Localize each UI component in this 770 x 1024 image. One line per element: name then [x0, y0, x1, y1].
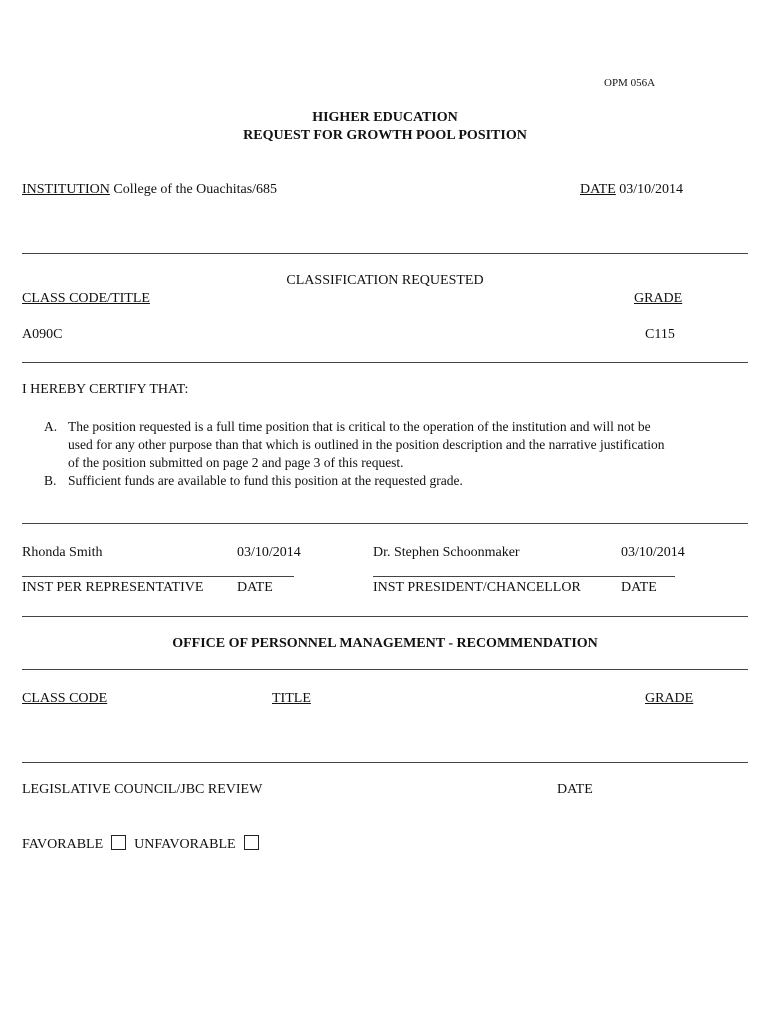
form-id: OPM 056A: [604, 77, 656, 89]
title-line-1: HIGHER EDUCATION: [312, 110, 458, 125]
date-value: 03/10/2014: [619, 182, 684, 197]
institution-row: [22, 182, 277, 198]
president-date: 03/10/2014: [621, 545, 685, 560]
grade-value: C115: [645, 327, 675, 342]
president-name: Dr. Stephen Schoonmaker: [373, 545, 520, 560]
review-options: [22, 835, 267, 853]
certify-item-text: Sufficient funds are available to fund this position at the requested grade.: [68, 473, 463, 488]
class-code-value: A090C: [22, 327, 63, 342]
opm-title-label: TITLE: [272, 691, 311, 706]
institution-label: INSTITUTION: [22, 182, 110, 197]
review-date-label: DATE: [557, 782, 593, 797]
signature-line: [373, 576, 675, 577]
rep-label: INST PER REPRESENTATIVE: [22, 580, 204, 595]
grade-label: GRADE: [634, 291, 683, 306]
divider: [22, 362, 748, 363]
title-line-2: REQUEST FOR GROWTH POOL POSITION: [243, 128, 527, 143]
favorable-checkbox[interactable]: [111, 835, 126, 850]
signature-line: [22, 576, 294, 577]
certify-item-text: of the position submitted on page 2 and page 3 of this request.: [68, 455, 404, 470]
certify-list: [44, 418, 744, 490]
certify-item-text: used for any other purpose than that which is outlined in the position description and the narrative justification: [68, 437, 665, 452]
rep-date-label: DATE: [237, 580, 273, 595]
opm-heading: OFFICE OF PERSONNEL MANAGEMENT - RECOMMENDATION: [172, 636, 598, 651]
divider: [22, 669, 748, 670]
rep-name: Rhonda Smith: [22, 545, 103, 560]
date-label: DATE: [580, 182, 616, 197]
opm-grade-label: GRADE: [645, 691, 694, 706]
unfavorable-checkbox[interactable]: [244, 835, 259, 850]
president-date-label: DATE: [621, 580, 657, 595]
certify-item-a: [44, 418, 744, 472]
certify-item-text: The position requested is a full time position that is critical to the operation of the institution and will not be: [68, 419, 651, 434]
president-label: INST PRESIDENT/CHANCELLOR: [373, 580, 581, 595]
divider: [22, 523, 748, 524]
list-marker: B.: [44, 473, 57, 488]
date-row: [580, 182, 683, 198]
list-marker: A.: [44, 419, 58, 434]
favorable-label: FAVORABLE: [22, 837, 104, 852]
certify-item-b: [44, 472, 744, 490]
divider: [22, 616, 748, 617]
class-code-title-label: CLASS CODE/TITLE: [22, 291, 150, 306]
unfavorable-label: UNFAVORABLE: [134, 837, 236, 852]
divider: [22, 762, 748, 763]
divider: [22, 253, 748, 254]
certify-heading: I HEREBY CERTIFY THAT:: [22, 382, 189, 397]
rep-date: 03/10/2014: [237, 545, 301, 560]
institution-value: College of the Ouachitas/685: [113, 182, 278, 197]
review-label: LEGISLATIVE COUNCIL/JBC REVIEW: [22, 782, 263, 797]
opm-class-code-label: CLASS CODE: [22, 691, 108, 706]
classification-heading: CLASSIFICATION REQUESTED: [286, 273, 484, 288]
